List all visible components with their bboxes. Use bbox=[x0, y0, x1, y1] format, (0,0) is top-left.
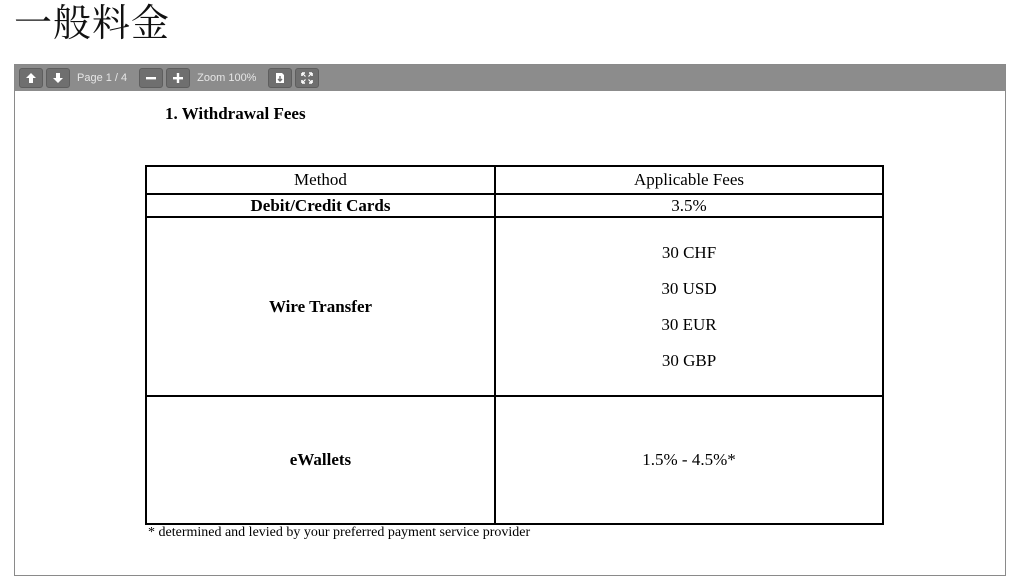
page-indicator: Page 1 / 4 bbox=[77, 72, 128, 84]
page-heading: 一般料金 bbox=[14, 1, 171, 45]
plus-icon bbox=[172, 72, 184, 84]
zoom-in-button[interactable] bbox=[166, 68, 190, 88]
fullscreen-button[interactable] bbox=[295, 68, 319, 88]
method-cell: eWallets bbox=[146, 396, 495, 524]
viewer-toolbar bbox=[15, 65, 1005, 91]
fee-cell: 3.5% bbox=[495, 194, 883, 217]
zoom-out-button[interactable] bbox=[139, 68, 163, 88]
fee-value: 30 GBP bbox=[661, 350, 717, 370]
method-cell: Debit/Credit Cards bbox=[146, 194, 495, 217]
method-cell: Wire Transfer bbox=[146, 217, 495, 396]
fee-cell: 1.5% - 4.5%* bbox=[495, 396, 883, 524]
pdf-viewer bbox=[14, 64, 1006, 576]
arrow-down-icon bbox=[52, 72, 64, 84]
footnote: * determined and levied by your preferred payment service provider bbox=[148, 525, 531, 540]
table-row bbox=[146, 217, 883, 396]
table-header-row bbox=[146, 166, 883, 194]
header-method: Method bbox=[146, 166, 495, 194]
download-icon bbox=[274, 72, 286, 84]
fee-value: 30 CHF bbox=[661, 242, 717, 262]
fullscreen-icon bbox=[301, 72, 313, 84]
next-page-button[interactable] bbox=[46, 68, 70, 88]
table-row bbox=[146, 396, 883, 524]
minus-icon bbox=[145, 72, 157, 84]
download-button[interactable] bbox=[268, 68, 292, 88]
zoom-indicator: Zoom 100% bbox=[197, 72, 257, 84]
previous-page-button[interactable] bbox=[19, 68, 43, 88]
table-row bbox=[146, 194, 883, 217]
fee-value: 30 USD bbox=[661, 278, 717, 298]
fee-cell bbox=[495, 217, 883, 396]
header-fees: Applicable Fees bbox=[495, 166, 883, 194]
fee-value: 30 EUR bbox=[661, 314, 717, 334]
arrow-up-icon bbox=[25, 72, 37, 84]
withdrawal-fees-table bbox=[145, 165, 884, 525]
section-title: 1. Withdrawal Fees bbox=[165, 104, 306, 123]
